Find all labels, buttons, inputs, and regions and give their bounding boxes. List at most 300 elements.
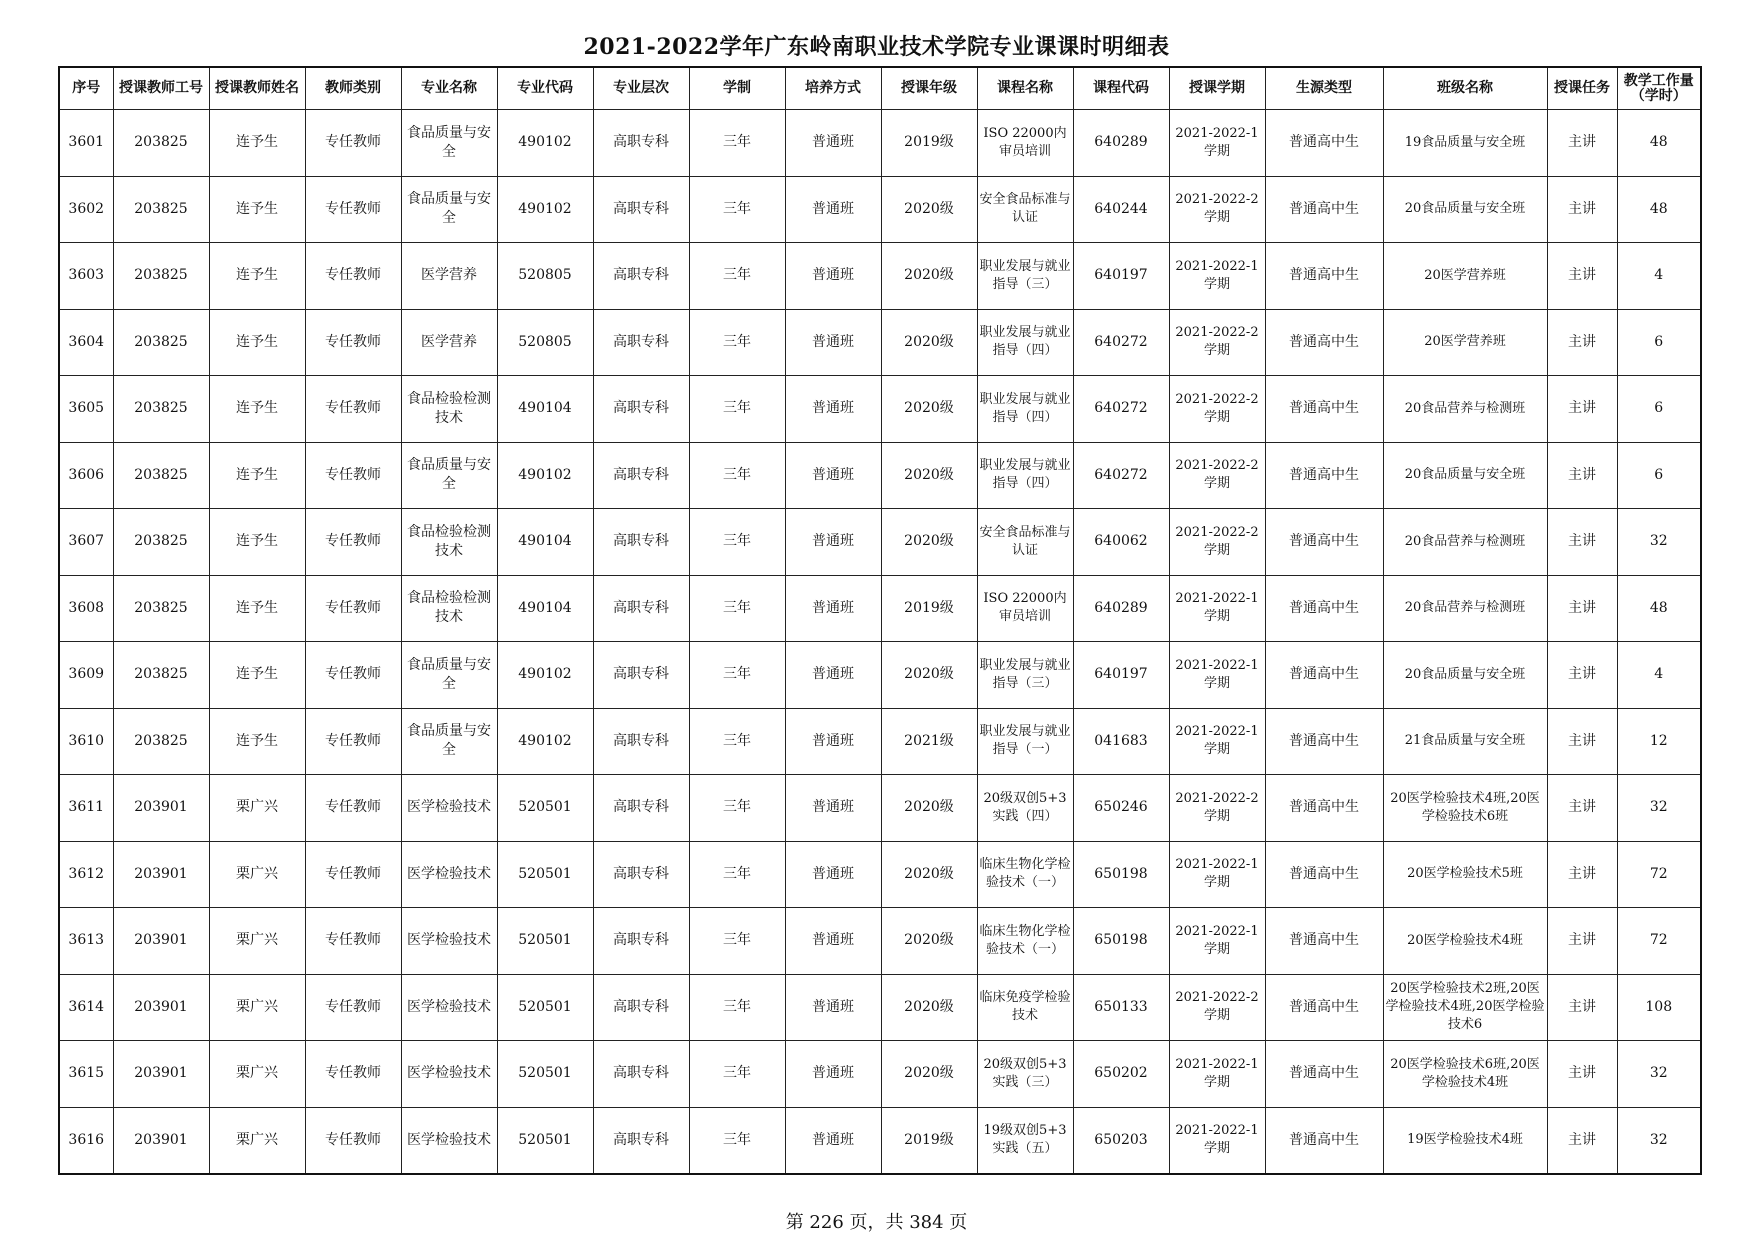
major-name-cell: 食品质量与安全 <box>401 708 497 775</box>
major-code-cell: 520501 <box>497 908 593 975</box>
table-row <box>59 841 1701 908</box>
seq-cell: 3615 <box>59 1041 113 1108</box>
course-name-cell: 临床免疫学检验技术 <box>977 974 1073 1041</box>
table-row <box>59 1041 1701 1108</box>
course-code-cell: 640197 <box>1073 642 1169 709</box>
student-source-cell: 普通高中生 <box>1265 442 1383 509</box>
major-code-cell: 490102 <box>497 176 593 243</box>
major-level-cell: 高职专科 <box>593 642 689 709</box>
training-mode-cell: 普通班 <box>785 575 881 642</box>
course-code-cell: 650198 <box>1073 841 1169 908</box>
workload-cell: 48 <box>1617 575 1701 642</box>
major-level-cell: 高职专科 <box>593 243 689 310</box>
major-level-cell: 高职专科 <box>593 376 689 443</box>
task-cell: 主讲 <box>1547 908 1617 975</box>
semester-cell: 2021-2022-1学期 <box>1169 243 1265 310</box>
major-name-cell: 医学检验技术 <box>401 1041 497 1108</box>
student-source-cell: 普通高中生 <box>1265 642 1383 709</box>
major-name-cell: 医学检验技术 <box>401 775 497 842</box>
teacher-name-cell: 连予生 <box>209 642 305 709</box>
teacher-name-cell: 连予生 <box>209 243 305 310</box>
teacher-id-cell: 203825 <box>113 176 209 243</box>
duration-cell: 三年 <box>689 841 785 908</box>
course-name-cell: 职业发展与就业指导（四） <box>977 376 1073 443</box>
semester-cell: 2021-2022-2学期 <box>1169 442 1265 509</box>
semester-cell: 2021-2022-1学期 <box>1169 110 1265 177</box>
column-header: 授课年级 <box>881 67 977 110</box>
semester-cell: 2021-2022-1学期 <box>1169 642 1265 709</box>
column-header: 生源类型 <box>1265 67 1383 110</box>
training-mode-cell: 普通班 <box>785 1107 881 1174</box>
table-row <box>59 908 1701 975</box>
course-code-cell: 640272 <box>1073 442 1169 509</box>
task-cell: 主讲 <box>1547 442 1617 509</box>
major-name-cell: 医学检验技术 <box>401 1107 497 1174</box>
teacher-id-cell: 203901 <box>113 974 209 1041</box>
duration-cell: 三年 <box>689 642 785 709</box>
page-title: 2021-2022学年广东岭南职业技术学院专业课课时明细表 <box>583 34 1170 60</box>
training-mode-cell: 普通班 <box>785 708 881 775</box>
teacher-id-cell: 203901 <box>113 775 209 842</box>
teacher-name-cell: 连予生 <box>209 509 305 576</box>
major-name-cell: 食品质量与安全 <box>401 176 497 243</box>
table-row <box>59 176 1701 243</box>
task-cell: 主讲 <box>1547 1041 1617 1108</box>
teacher-type-cell: 专任教师 <box>305 243 401 310</box>
teacher-name-cell: 连予生 <box>209 110 305 177</box>
seq-cell: 3607 <box>59 509 113 576</box>
teacher-type-cell: 专任教师 <box>305 908 401 975</box>
student-source-cell: 普通高中生 <box>1265 575 1383 642</box>
training-mode-cell: 普通班 <box>785 509 881 576</box>
teacher-name-cell: 栗广兴 <box>209 974 305 1041</box>
teacher-id-cell: 203825 <box>113 376 209 443</box>
column-header: 专业名称 <box>401 67 497 110</box>
page-footer: 第 226 页，共 384 页 <box>785 1212 968 1233</box>
workload-cell: 72 <box>1617 841 1701 908</box>
semester-cell: 2021-2022-2学期 <box>1169 509 1265 576</box>
table-row <box>59 1107 1701 1174</box>
table-row <box>59 509 1701 576</box>
course-name-cell: 职业发展与就业指导（四） <box>977 309 1073 376</box>
seq-cell: 3610 <box>59 708 113 775</box>
class-name-cell: 20医学检验技术6班,20医学检验技术4班 <box>1383 1041 1547 1108</box>
table-row <box>59 110 1701 177</box>
semester-cell: 2021-2022-1学期 <box>1169 575 1265 642</box>
duration-cell: 三年 <box>689 110 785 177</box>
column-header: 专业层次 <box>593 67 689 110</box>
major-level-cell: 高职专科 <box>593 575 689 642</box>
class-name-cell: 20食品营养与检测班 <box>1383 575 1547 642</box>
workload-cell: 32 <box>1617 1041 1701 1108</box>
training-mode-cell: 普通班 <box>785 642 881 709</box>
table-row <box>59 775 1701 842</box>
semester-cell: 2021-2022-1学期 <box>1169 1041 1265 1108</box>
semester-cell: 2021-2022-2学期 <box>1169 176 1265 243</box>
training-mode-cell: 普通班 <box>785 841 881 908</box>
task-cell: 主讲 <box>1547 642 1617 709</box>
major-code-cell: 490102 <box>497 442 593 509</box>
major-level-cell: 高职专科 <box>593 775 689 842</box>
course-name-cell: 20级双创5+3实践（四） <box>977 775 1073 842</box>
duration-cell: 三年 <box>689 442 785 509</box>
semester-cell: 2021-2022-2学期 <box>1169 775 1265 842</box>
semester-cell: 2021-2022-1学期 <box>1169 1107 1265 1174</box>
grade-cell: 2019级 <box>881 110 977 177</box>
teacher-id-cell: 203825 <box>113 110 209 177</box>
class-name-cell: 19食品质量与安全班 <box>1383 110 1547 177</box>
teacher-name-cell: 连予生 <box>209 708 305 775</box>
training-mode-cell: 普通班 <box>785 110 881 177</box>
column-header: 学制 <box>689 67 785 110</box>
course-code-cell: 650246 <box>1073 775 1169 842</box>
course-code-cell: 640289 <box>1073 110 1169 177</box>
seq-cell: 3605 <box>59 376 113 443</box>
class-name-cell: 20医学检验技术4班,20医学检验技术6班 <box>1383 775 1547 842</box>
seq-cell: 3601 <box>59 110 113 177</box>
class-name-cell: 20食品质量与安全班 <box>1383 442 1547 509</box>
major-name-cell: 医学营养 <box>401 309 497 376</box>
teacher-id-cell: 203825 <box>113 243 209 310</box>
teacher-name-cell: 栗广兴 <box>209 841 305 908</box>
grade-cell: 2021级 <box>881 708 977 775</box>
task-cell: 主讲 <box>1547 309 1617 376</box>
seq-cell: 3612 <box>59 841 113 908</box>
grade-cell: 2019级 <box>881 575 977 642</box>
workload-cell: 32 <box>1617 509 1701 576</box>
duration-cell: 三年 <box>689 509 785 576</box>
table-row <box>59 708 1701 775</box>
course-name-cell: 职业发展与就业指导（四） <box>977 442 1073 509</box>
task-cell: 主讲 <box>1547 708 1617 775</box>
major-level-cell: 高职专科 <box>593 708 689 775</box>
training-mode-cell: 普通班 <box>785 1041 881 1108</box>
major-level-cell: 高职专科 <box>593 509 689 576</box>
column-header: 课程名称 <box>977 67 1073 110</box>
major-level-cell: 高职专科 <box>593 1107 689 1174</box>
course-name-cell: ISO 22000内审员培训 <box>977 575 1073 642</box>
student-source-cell: 普通高中生 <box>1265 841 1383 908</box>
table-row <box>59 309 1701 376</box>
major-code-cell: 490102 <box>497 708 593 775</box>
major-level-cell: 高职专科 <box>593 176 689 243</box>
training-mode-cell: 普通班 <box>785 176 881 243</box>
semester-cell: 2021-2022-1学期 <box>1169 708 1265 775</box>
task-cell: 主讲 <box>1547 841 1617 908</box>
major-code-cell: 520501 <box>497 841 593 908</box>
course-code-cell: 640289 <box>1073 575 1169 642</box>
teacher-type-cell: 专任教师 <box>305 841 401 908</box>
duration-cell: 三年 <box>689 908 785 975</box>
major-code-cell: 490102 <box>497 110 593 177</box>
training-mode-cell: 普通班 <box>785 974 881 1041</box>
task-cell: 主讲 <box>1547 376 1617 443</box>
course-name-cell: ISO 22000内审员培训 <box>977 110 1073 177</box>
teacher-name-cell: 栗广兴 <box>209 908 305 975</box>
semester-cell: 2021-2022-2学期 <box>1169 974 1265 1041</box>
major-level-cell: 高职专科 <box>593 841 689 908</box>
course-code-cell: 640244 <box>1073 176 1169 243</box>
grade-cell: 2020级 <box>881 908 977 975</box>
grade-cell: 2020级 <box>881 841 977 908</box>
grade-cell: 2020级 <box>881 243 977 310</box>
workload-cell: 4 <box>1617 642 1701 709</box>
table-row <box>59 243 1701 310</box>
course-name-cell: 20级双创5+3实践（三） <box>977 1041 1073 1108</box>
teacher-type-cell: 专任教师 <box>305 642 401 709</box>
course-code-cell: 650203 <box>1073 1107 1169 1174</box>
seq-cell: 3611 <box>59 775 113 842</box>
teacher-name-cell: 连予生 <box>209 376 305 443</box>
student-source-cell: 普通高中生 <box>1265 110 1383 177</box>
major-level-cell: 高职专科 <box>593 974 689 1041</box>
task-cell: 主讲 <box>1547 509 1617 576</box>
seq-cell: 3608 <box>59 575 113 642</box>
major-name-cell: 医学检验技术 <box>401 841 497 908</box>
major-level-cell: 高职专科 <box>593 309 689 376</box>
duration-cell: 三年 <box>689 575 785 642</box>
teacher-name-cell: 栗广兴 <box>209 775 305 842</box>
teacher-id-cell: 203825 <box>113 708 209 775</box>
teacher-id-cell: 203901 <box>113 908 209 975</box>
column-header: 授课教师工号 <box>113 67 209 110</box>
duration-cell: 三年 <box>689 176 785 243</box>
major-name-cell: 食品质量与安全 <box>401 642 497 709</box>
workload-cell: 6 <box>1617 309 1701 376</box>
course-name-cell: 职业发展与就业指导（三） <box>977 642 1073 709</box>
class-name-cell: 20食品质量与安全班 <box>1383 176 1547 243</box>
class-name-cell: 20医学营养班 <box>1383 309 1547 376</box>
major-name-cell: 食品检验检测技术 <box>401 575 497 642</box>
task-cell: 主讲 <box>1547 110 1617 177</box>
major-code-cell: 520805 <box>497 243 593 310</box>
student-source-cell: 普通高中生 <box>1265 974 1383 1041</box>
duration-cell: 三年 <box>689 1107 785 1174</box>
teacher-type-cell: 专任教师 <box>305 376 401 443</box>
major-code-cell: 490104 <box>497 509 593 576</box>
course-name-cell: 临床生物化学检验技术（一） <box>977 908 1073 975</box>
task-cell: 主讲 <box>1547 775 1617 842</box>
grade-cell: 2020级 <box>881 974 977 1041</box>
teacher-name-cell: 连予生 <box>209 442 305 509</box>
teacher-type-cell: 专任教师 <box>305 974 401 1041</box>
student-source-cell: 普通高中生 <box>1265 1107 1383 1174</box>
student-source-cell: 普通高中生 <box>1265 376 1383 443</box>
workload-cell: 48 <box>1617 176 1701 243</box>
student-source-cell: 普通高中生 <box>1265 243 1383 310</box>
workload-cell: 108 <box>1617 974 1701 1041</box>
class-name-cell: 20医学营养班 <box>1383 243 1547 310</box>
seq-cell: 3604 <box>59 309 113 376</box>
table-row <box>59 575 1701 642</box>
major-code-cell: 520501 <box>497 1041 593 1108</box>
seq-cell: 3609 <box>59 642 113 709</box>
major-code-cell: 520501 <box>497 775 593 842</box>
grade-cell: 2020级 <box>881 376 977 443</box>
teacher-type-cell: 专任教师 <box>305 708 401 775</box>
teacher-id-cell: 203901 <box>113 1107 209 1174</box>
course-name-cell: 19级双创5+3实践（五） <box>977 1107 1073 1174</box>
workload-cell: 48 <box>1617 110 1701 177</box>
training-mode-cell: 普通班 <box>785 243 881 310</box>
column-header: 课程代码 <box>1073 67 1169 110</box>
course-name-cell: 安全食品标准与认证 <box>977 176 1073 243</box>
teacher-id-cell: 203825 <box>113 509 209 576</box>
column-header: 授课学期 <box>1169 67 1265 110</box>
training-mode-cell: 普通班 <box>785 376 881 443</box>
teacher-name-cell: 栗广兴 <box>209 1107 305 1174</box>
table-header-row <box>59 67 1701 110</box>
major-level-cell: 高职专科 <box>593 908 689 975</box>
teacher-id-cell: 203901 <box>113 1041 209 1108</box>
course-code-cell: 041683 <box>1073 708 1169 775</box>
major-code-cell: 490104 <box>497 575 593 642</box>
column-header: 班级名称 <box>1383 67 1547 110</box>
grade-cell: 2020级 <box>881 775 977 842</box>
table-row <box>59 642 1701 709</box>
grade-cell: 2020级 <box>881 442 977 509</box>
major-code-cell: 490102 <box>497 642 593 709</box>
class-name-cell: 20医学检验技术5班 <box>1383 841 1547 908</box>
seq-cell: 3614 <box>59 974 113 1041</box>
class-name-cell: 20食品营养与检测班 <box>1383 509 1547 576</box>
workload-cell: 12 <box>1617 708 1701 775</box>
major-code-cell: 520501 <box>497 1107 593 1174</box>
course-code-cell: 650133 <box>1073 974 1169 1041</box>
major-code-cell: 490104 <box>497 376 593 443</box>
class-name-cell: 20食品营养与检测班 <box>1383 376 1547 443</box>
semester-cell: 2021-2022-1学期 <box>1169 841 1265 908</box>
major-name-cell: 食品质量与安全 <box>401 110 497 177</box>
workload-cell: 32 <box>1617 1107 1701 1174</box>
duration-cell: 三年 <box>689 376 785 443</box>
column-header: 专业代码 <box>497 67 593 110</box>
teacher-type-cell: 专任教师 <box>305 509 401 576</box>
duration-cell: 三年 <box>689 1041 785 1108</box>
major-level-cell: 高职专科 <box>593 442 689 509</box>
teacher-id-cell: 203825 <box>113 575 209 642</box>
grade-cell: 2019级 <box>881 1107 977 1174</box>
column-header: 序号 <box>59 67 113 110</box>
duration-cell: 三年 <box>689 309 785 376</box>
student-source-cell: 普通高中生 <box>1265 509 1383 576</box>
grade-cell: 2020级 <box>881 1041 977 1108</box>
major-name-cell: 食品质量与安全 <box>401 442 497 509</box>
teacher-type-cell: 专任教师 <box>305 309 401 376</box>
table-row <box>59 442 1701 509</box>
table-row <box>59 376 1701 443</box>
workload-cell: 6 <box>1617 442 1701 509</box>
student-source-cell: 普通高中生 <box>1265 908 1383 975</box>
course-code-cell: 640272 <box>1073 376 1169 443</box>
seq-cell: 3606 <box>59 442 113 509</box>
teacher-name-cell: 连予生 <box>209 176 305 243</box>
teacher-name-cell: 栗广兴 <box>209 1041 305 1108</box>
column-header: 培养方式 <box>785 67 881 110</box>
task-cell: 主讲 <box>1547 974 1617 1041</box>
course-name-cell: 临床生物化学检验技术（一） <box>977 841 1073 908</box>
major-name-cell: 医学检验技术 <box>401 974 497 1041</box>
teacher-id-cell: 203901 <box>113 841 209 908</box>
duration-cell: 三年 <box>689 708 785 775</box>
course-hours-table <box>58 66 1702 1175</box>
semester-cell: 2021-2022-1学期 <box>1169 908 1265 975</box>
course-name-cell: 职业发展与就业指导（一） <box>977 708 1073 775</box>
grade-cell: 2020级 <box>881 176 977 243</box>
teacher-type-cell: 专任教师 <box>305 775 401 842</box>
teacher-type-cell: 专任教师 <box>305 575 401 642</box>
major-name-cell: 食品检验检测技术 <box>401 376 497 443</box>
teacher-id-cell: 203825 <box>113 642 209 709</box>
semester-cell: 2021-2022-2学期 <box>1169 309 1265 376</box>
teacher-type-cell: 专任教师 <box>305 176 401 243</box>
course-code-cell: 650202 <box>1073 1041 1169 1108</box>
course-name-cell: 职业发展与就业指导（三） <box>977 243 1073 310</box>
class-name-cell: 21食品质量与安全班 <box>1383 708 1547 775</box>
major-code-cell: 520501 <box>497 974 593 1041</box>
class-name-cell: 20医学检验技术2班,20医学检验技术4班,20医学检验技术6 <box>1383 974 1547 1041</box>
major-level-cell: 高职专科 <box>593 110 689 177</box>
major-name-cell: 食品检验检测技术 <box>401 509 497 576</box>
workload-cell: 32 <box>1617 775 1701 842</box>
course-code-cell: 640272 <box>1073 309 1169 376</box>
semester-cell: 2021-2022-2学期 <box>1169 376 1265 443</box>
duration-cell: 三年 <box>689 775 785 842</box>
training-mode-cell: 普通班 <box>785 309 881 376</box>
grade-cell: 2020级 <box>881 642 977 709</box>
workload-cell: 72 <box>1617 908 1701 975</box>
class-name-cell: 20食品质量与安全班 <box>1383 642 1547 709</box>
task-cell: 主讲 <box>1547 176 1617 243</box>
teacher-id-cell: 203825 <box>113 309 209 376</box>
task-cell: 主讲 <box>1547 575 1617 642</box>
training-mode-cell: 普通班 <box>785 908 881 975</box>
teacher-name-cell: 连予生 <box>209 309 305 376</box>
major-level-cell: 高职专科 <box>593 1041 689 1108</box>
column-header: 授课任务 <box>1547 67 1617 110</box>
teacher-type-cell: 专任教师 <box>305 1041 401 1108</box>
student-source-cell: 普通高中生 <box>1265 176 1383 243</box>
grade-cell: 2020级 <box>881 309 977 376</box>
workload-cell: 4 <box>1617 243 1701 310</box>
duration-cell: 三年 <box>689 243 785 310</box>
teacher-id-cell: 203825 <box>113 442 209 509</box>
task-cell: 主讲 <box>1547 1107 1617 1174</box>
teacher-type-cell: 专任教师 <box>305 110 401 177</box>
table-row <box>59 974 1701 1041</box>
class-name-cell: 20医学检验技术4班 <box>1383 908 1547 975</box>
major-name-cell: 医学检验技术 <box>401 908 497 975</box>
training-mode-cell: 普通班 <box>785 442 881 509</box>
seq-cell: 3602 <box>59 176 113 243</box>
student-source-cell: 普通高中生 <box>1265 1041 1383 1108</box>
duration-cell: 三年 <box>689 974 785 1041</box>
student-source-cell: 普通高中生 <box>1265 309 1383 376</box>
teacher-type-cell: 专任教师 <box>305 442 401 509</box>
teacher-name-cell: 连予生 <box>209 575 305 642</box>
training-mode-cell: 普通班 <box>785 775 881 842</box>
major-name-cell: 医学营养 <box>401 243 497 310</box>
seq-cell: 3613 <box>59 908 113 975</box>
course-name-cell: 安全食品标准与认证 <box>977 509 1073 576</box>
major-code-cell: 520805 <box>497 309 593 376</box>
column-header: 教师类别 <box>305 67 401 110</box>
course-code-cell: 640062 <box>1073 509 1169 576</box>
student-source-cell: 普通高中生 <box>1265 708 1383 775</box>
task-cell: 主讲 <box>1547 243 1617 310</box>
class-name-cell: 19医学检验技术4班 <box>1383 1107 1547 1174</box>
column-header: 教学工作量（学时） <box>1617 67 1701 110</box>
